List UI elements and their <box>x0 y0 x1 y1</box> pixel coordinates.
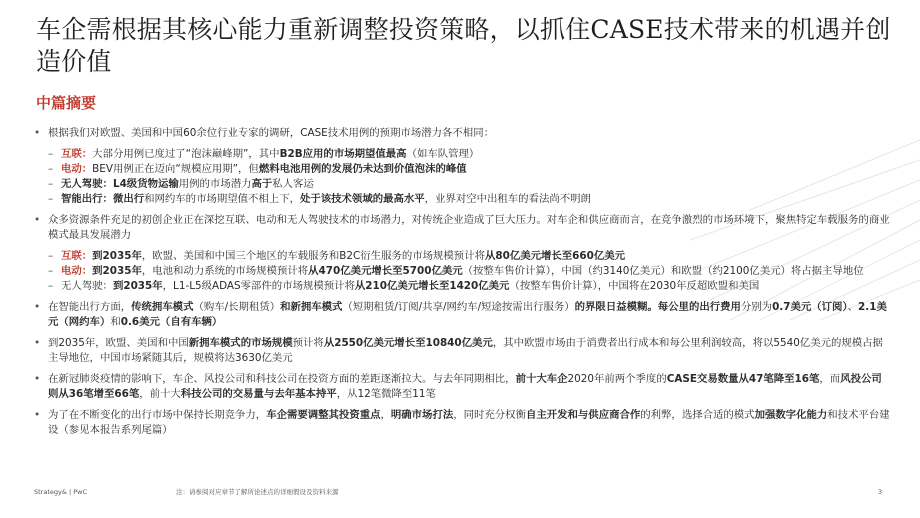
sub-label: 智能出行： <box>61 193 113 205</box>
bullet-text: 在新冠肺炎疫情的影响下，车企、风投公司和科技公司在投资方面的差距逐渐拉大。与去年同期相比， <box>48 373 516 385</box>
sub-bold: 从210亿美元增长至1420亿美元 <box>354 280 510 292</box>
sub-bold: B2B应用的市场期望值最高 <box>279 148 407 160</box>
sub-autonomous-market <box>48 279 890 294</box>
bullet-text: 为了在不断变化的出行市场中保持长期竞争力， <box>48 409 267 421</box>
bullet-text: ，从12笔微降至11笔 <box>336 388 436 400</box>
bullet-strategy <box>34 408 890 438</box>
sub-bold: 从470亿美元增长至5700亿美元 <box>308 265 463 277</box>
bullet-bold: 车企需要调整其投资重点 <box>266 409 381 421</box>
sub-bold: 燃料电池用例的发展仍未达到价值泡沫的峰值 <box>258 163 467 175</box>
bullet-bold: 加强数字化能力 <box>754 409 828 421</box>
sub-text: 用例的市场潜力 <box>178 178 252 190</box>
bullet-bold: 风投公司则从36笔增至66笔 <box>48 373 882 400</box>
bullet-text: 和 <box>110 316 121 328</box>
sub-bold: 到2035年 <box>92 250 142 262</box>
bullet-bold: 自主开发和与供应商合作 <box>525 409 641 421</box>
bullet-bold: 科技公司的交易量与去年基本持平 <box>180 388 337 400</box>
bullet-bold: 新拥车模式的市场规模 <box>188 337 293 349</box>
bullet-bold: 的界限日益模糊。每公里的出行费用 <box>574 301 741 313</box>
sub-bold: 高于 <box>251 178 273 190</box>
bullet-expert-survey <box>34 126 890 141</box>
sub-text: 私人客运 <box>272 178 314 190</box>
bullet-text: 、 <box>847 301 859 313</box>
bullet-bold: 和新拥车模式 <box>280 301 343 313</box>
section-subtitle: 中篇摘要 <box>36 94 97 112</box>
bullet-text: （购车/长期租赁） <box>193 301 281 313</box>
footer-note: 注：请参阅对应章节了解所论述点的详细假设及资料来源 <box>176 488 339 496</box>
bullet-bold: 传统拥车模式 <box>131 301 194 313</box>
sub-text: ，业界对空中出租车的看法尚不明朗 <box>424 193 591 205</box>
sub-connected <box>48 147 890 162</box>
bullet-text: 众多资源条件充足的初创企业正在深挖互联、电动和无人驾驶技术的市场潜力，对传统企业造成了巨大压力。对车企和供应商而言，在竞争激烈的市场环境下，聚焦特定车载服务的商业模式最具发展潜力 <box>48 214 890 241</box>
bullet-text: ，前十大 <box>139 388 181 400</box>
sub-bold: 到2035年 <box>92 265 142 277</box>
sub-label: 互联： <box>61 250 93 262</box>
bullet-bold: 前十大车企 <box>515 373 568 385</box>
sub-bold: 微出行 <box>112 193 145 205</box>
bullet-text: （短期租赁/订阅/共享/网约车/短途按需出行服务） <box>342 301 575 313</box>
sub-text: （按整车售价计算），中国（约3140亿美元）和欧盟（约2100亿美元）将占据主导地位 <box>462 265 864 277</box>
footer-brand: Strategy& | PwC <box>34 488 88 496</box>
bullet-text: 预计将 <box>292 337 324 349</box>
sub-bold: 到2035年 <box>112 280 163 292</box>
sub-text: （如车队管理） <box>406 148 480 160</box>
bullet-bold: CASE交易数量从47笔降至16笔 <box>666 373 820 385</box>
bullet-text: ， <box>380 409 391 421</box>
bullet-text: ，其中欧盟市场由于消费者出行成本和每公里利润较高，将以5540亿美元的规模占据主导地位，中国市场紧随其后，规模将达3630亿美元 <box>48 337 883 364</box>
bullet-text: 2020年前两个季度的 <box>567 373 667 385</box>
page-title: 车企需根据其核心能力重新调整投资策略，以抓住CASE技术带来的机遇并创造价值 <box>36 15 891 76</box>
bullet-bold: 从2550亿美元增长至10840亿美元 <box>323 337 493 349</box>
sub-text: ，电池和动力系统的市场规模预计将 <box>141 265 309 277</box>
sub-connected-market <box>48 249 890 264</box>
sub-text: （按整车售价计算），中国将在2030年反超欧盟和美国 <box>509 280 760 292</box>
sub-text: ，欧盟、美国和中国三个地区的车载服务和B2C衍生服务的市场规模预计将 <box>141 250 485 262</box>
sub-text: BEV用例正在迈向“规模应用期”，但 <box>92 163 259 175</box>
sub-bold: 从80亿美元增长至660亿美元 <box>484 250 626 262</box>
bullet-bold: 明确市场打法 <box>390 409 454 421</box>
bullet-text: 分别为 <box>740 301 773 313</box>
sub-text: 和网约车的市场期望值不相上下， <box>144 193 300 205</box>
sub-electric-market <box>48 264 890 279</box>
sub-label: 无人驾驶： <box>61 178 113 190</box>
sub-smart-mobility <box>48 192 890 207</box>
sub-label: 电动： <box>61 163 93 175</box>
bullet-text: 到2035年，欧盟、美国和中国 <box>48 337 189 349</box>
bullet-startups <box>34 213 890 243</box>
bullet-text: ，而 <box>819 373 841 385</box>
bullet-text: 的利弊，选择合适的模式 <box>640 409 755 421</box>
sub-label: 互联： <box>61 148 93 160</box>
bullet-ownership-models <box>34 300 890 330</box>
summary-content <box>34 126 890 438</box>
sub-label: 电动： <box>61 265 93 277</box>
sub-text: 大部分用例已度过了“泡沫巅峰期”，其中 <box>92 148 280 160</box>
bullet-investment-gap <box>34 372 890 402</box>
sub-bold: L4级货物运输 <box>112 178 179 190</box>
bullet-market-size <box>34 336 890 366</box>
bullet-bold: 0.7美元（订阅） <box>772 301 848 313</box>
bullet-text: 根据我们对欧盟、美国和中国60余位行业专家的调研，CASE技术用例的预期市场潜力各不相同： <box>48 127 494 139</box>
bullet-text: 在智能出行方面， <box>48 301 132 313</box>
sub-text: ，L1-L5级ADAS零部件的市场规模预计将 <box>162 280 355 292</box>
sub-label: 无人驾驶： <box>61 280 113 292</box>
bullet-bold: 0.6美元（自有车辆） <box>120 316 223 328</box>
sub-electric <box>48 162 890 177</box>
page-number: 3 <box>878 488 883 496</box>
sub-autonomous <box>48 177 890 192</box>
sub-bold: 处于该技术领域的最高水平 <box>299 193 425 205</box>
bullet-bold: 2.1美元（网约车） <box>48 301 887 328</box>
bullet-text: 和技术平台建设（参见本报告系列尾篇） <box>48 409 890 436</box>
bullet-text: ，同时充分权衡 <box>453 409 526 421</box>
